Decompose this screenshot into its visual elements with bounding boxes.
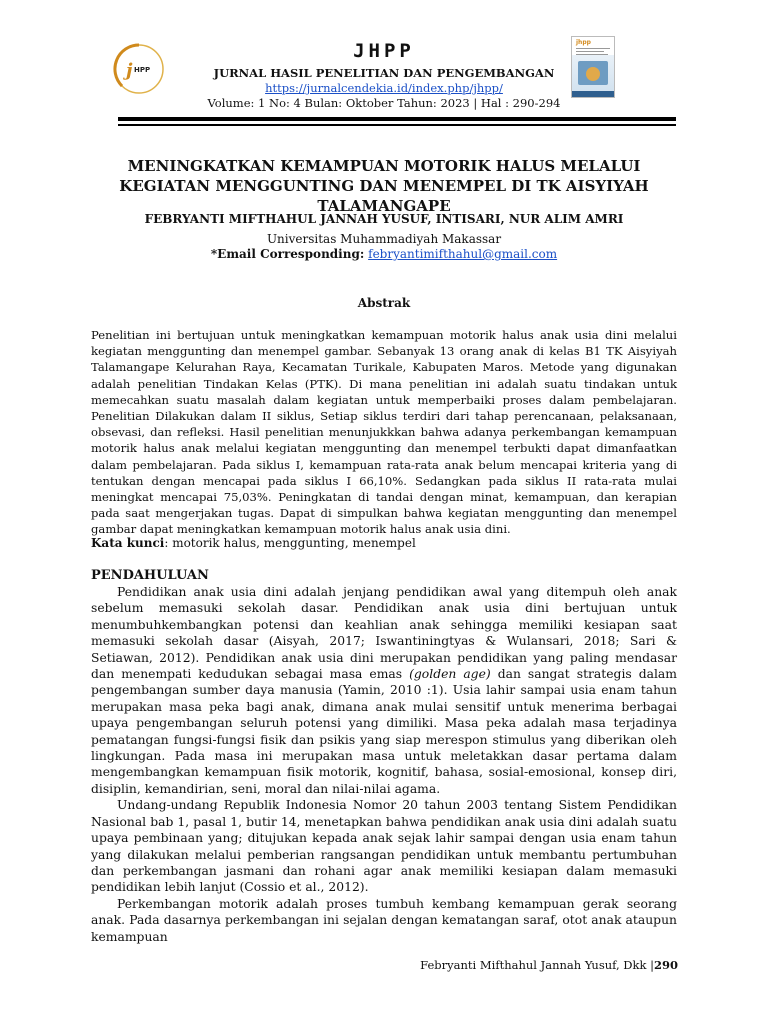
italic-term: (golden age) (409, 667, 491, 682)
article-title: MENINGKATKAN KEMAMPUAN MOTORIK HALUS MELALUI KEGIATAN MENGGUNTING DAN MENEMPEL DI TK AISYIYAH TALAMANGAPE (119, 157, 649, 215)
journal-name: JURNAL HASIL PENELITIAN DAN PENGEMBANGAN (213, 66, 555, 80)
header-rule-thin (118, 124, 676, 126)
journal-url-link[interactable]: https://jurnalcendekia.id/index.php/jhpp/ (265, 81, 503, 95)
paragraph: Perkembangan motorik adalah proses tumbuh kembang kemampuan gerak seorang anak. Pada dasarnya perkembangan ini sejalan dengan kematangan saraf, otot anak ataupun kemampuan (91, 896, 677, 944)
section-heading-introduction: PENDAHULUAN (91, 568, 209, 583)
keywords (91, 536, 416, 550)
email-link[interactable]: febryantimifthahul@gmail.com (368, 247, 558, 261)
svg-text:HPP: HPP (134, 66, 151, 74)
journal-cover-thumbnail: jhpp (571, 36, 615, 98)
corresponding-email (0, 247, 768, 261)
introduction-body (91, 584, 677, 945)
abstract-text: Penelitian ini bertujuan untuk meningkatkan kemampuan motorik halus anak usia dini melalui kegiatan menggunting dan menempel gambar. Sebanyak 13 orang anak di kelas B1 TK Aisyiyah Talamangape Kelurahan Raya, Kecamatan Turikale, Kabupaten Maros. Metode yang digunakan adalah penelitian Tindakan Kelas (PTK). Di mana penelitian ini adalah suatu tindakan untuk memecahkan suatu masalah dalam kegiatan untuk memperbaiki proses dalam pembelajaran. Penelitian Dilakukan dalam II siklus, Setiap siklus terdiri dari tahap perencanaan, pelaksanaan, obsevasi, dan refleksi. Hasil penelitian menunjukkkan bahwa adanya perkembangan kemampuan motorik halus anak melalui kegiatan menggunting dan menempel terbukti dapat dimanfaatkan dalam pembelajaran. Pada siklus I, kemampuan rata-rata anak belum mencapai kriteria yang di tentukan dengan mencapai pada siklus I 66,10%. Sedangkan pada siklus II rata-rata mulai meningkat mencapai 75,03%. Peningkatan di tandai dengan minat, kemampuan, dan kerapian pada saat mengerjakan tugas. Dapat di simpulkan bahwa kegiatan menggunting dan menempel gambar dapat meningkatkan kemampuan motorik halus anak usia dini. (91, 328, 677, 537)
author-affiliation: Universitas Muhammadiyah Makassar (266, 232, 502, 246)
journal-abbrev: JHPP (353, 40, 415, 62)
keywords-text: : motorik halus, menggunting, menempel (164, 536, 416, 550)
paragraph: Undang-undang Republik Indonesia Nomor 20 tahun 2003 tentang Sistem Pendidikan Nasional bab 1, pasal 1, butir 14, menetapkan bahwa pendidikan anak usia dini adalah suatu upaya pembinaan yang; ditujukan kepada anak sejak lahir sampai dengan usia enam tahun yang dilakukan melalui pemberian rangsangan pendidikan untuk membantu pertumbuhan dan perkembangan jasmani dan rohani agar anak memiliki kesiapan dalam memasuki pendidikan lebih lanjut (Cossio et al., 2012). (91, 798, 677, 895)
email-label: *Email Corresponding: (210, 247, 365, 261)
svg-text:j: j (126, 60, 133, 81)
page-footer (420, 958, 678, 972)
abstract-heading: Abstrak (357, 296, 411, 310)
keywords-label: Kata kunci (91, 536, 165, 550)
article-authors: FEBRYANTI MIFTHAHUL JANNAH YUSUF, INTISARI, NUR ALIM AMRI (144, 212, 624, 226)
header-rule-thick (118, 117, 676, 121)
paragraph: Pendidikan anak usia dini adalah jenjang pendidikan awal yang ditempuh oleh anak sebelum memasuki sekolah dasar. Pendidikan anak usia dini bertujuan untuk menumbuhkembangkan potensi dan keahlian anak sehingga memiliki kesiapan saat memasuki sekolah dasar (Aisyah, 2017; Iswantiningtyas & Wulansari, 2018; Sari & Setiawan, 2012). Pendidikan anak usia dini merupakan pendidikan yang paling mendasar dan menempati kedudukan sebagai masa emas (golden age) dan sangat strategis dalam pengembangan sumber daya manusia (Yamin, 2010 :1). Usia lahir sampai usia enam tahun merupakan masa peka bagi anak, dimana anak mulai sensitif untuk menerima berbagai upaya pengembangan seluruh potensi yang dimiliki. Masa peka adalah masa terjadinya pematangan fungsi-fungsi fisik dan psikis yang siap merespon stimulus yang diberikan oleh lingkungan. Pada masa ini merupakan masa untuk meletakkan dasar pertama dalam mengembangkan kemampuan fisik motorik, kognitif, bahasa, sosial-emosional, konsep diri, disiplin, kemandirian, seni, moral dan nilai-nilai agama. (91, 585, 677, 796)
page-number: 290 (653, 958, 678, 972)
volume-info: Volume: 1 No: 4 Bulan: Oktober Tahun: 2023 | Hal : 290-294 (207, 96, 561, 110)
footer-author: Febryanti Mifthahul Jannah Yusuf, Dkk | (420, 958, 654, 972)
